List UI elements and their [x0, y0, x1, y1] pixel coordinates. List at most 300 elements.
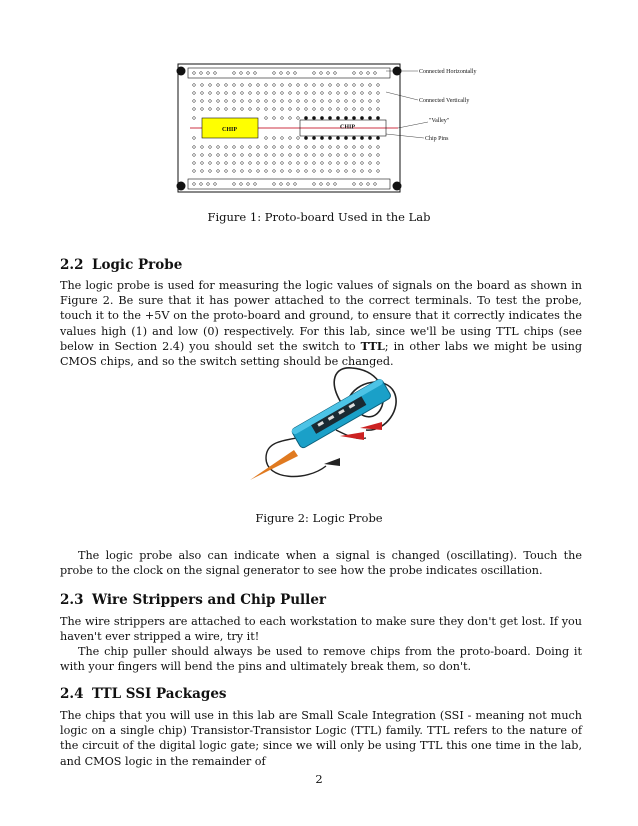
board-hole — [289, 108, 292, 111]
board-hole — [360, 183, 363, 186]
section-title: Wire Strippers and Chip Puller — [92, 592, 327, 608]
board-hole — [193, 170, 196, 173]
annotation-chip-pins: Chip Pins — [425, 136, 449, 142]
chip-pin-hole — [344, 116, 347, 119]
text-run: The logic probe is used for measuring the logic values of signals on the board as shown in Figure 2. Be sure that it has power attached to the correct terminals. To test the probe, touch it to the +5V on the proto-board and ground, to ensure that it correctly indicates the values high (1) and low (0) respectively. For this lab, since we'll be using TTL chips (see below in Section 2.4) you should set the switch to — [60, 279, 582, 353]
board-hole — [249, 100, 252, 103]
board-hole — [337, 170, 340, 173]
chip-pin-hole — [328, 116, 331, 119]
chip-pin-hole — [320, 116, 323, 119]
section-2-2-heading — [60, 257, 182, 273]
board-hole — [265, 117, 268, 120]
board-hole — [193, 84, 196, 87]
board-hole — [281, 100, 284, 103]
annotation-connected-horizontally: Connected Horizontally — [419, 69, 477, 75]
board-hole — [297, 170, 300, 173]
chip-pin-hole — [336, 116, 339, 119]
board-hole — [233, 108, 236, 111]
board-hole — [367, 183, 370, 186]
board-hole — [217, 84, 220, 87]
board-hole — [337, 100, 340, 103]
board-hole — [257, 146, 260, 149]
board-hole — [207, 72, 210, 75]
board-hole — [377, 92, 380, 95]
board-hole — [345, 162, 348, 165]
board-hole — [287, 72, 290, 75]
board-hole — [281, 117, 284, 120]
board-hole — [297, 84, 300, 87]
board-hole — [281, 137, 284, 140]
board-hole — [345, 100, 348, 103]
board-hole — [337, 154, 340, 157]
board-hole — [265, 154, 268, 157]
figure2-caption: Figure 2: Logic Probe — [255, 511, 383, 525]
board-hole — [313, 154, 316, 157]
board-hole — [345, 146, 348, 149]
board-hole — [321, 162, 324, 165]
chip-pin-hole — [304, 116, 307, 119]
board-hole — [233, 170, 236, 173]
section-title: Logic Probe — [92, 257, 183, 273]
chip-pin-hole — [304, 136, 307, 139]
board-hole — [305, 162, 308, 165]
board-hole — [217, 170, 220, 173]
board-hole — [297, 162, 300, 165]
board-hole — [334, 72, 337, 75]
board-hole — [280, 72, 283, 75]
board-hole — [265, 137, 268, 140]
section-2-4-heading — [60, 686, 227, 702]
protoboard-diagram — [172, 62, 492, 196]
board-hole — [273, 100, 276, 103]
black-clip — [324, 458, 340, 466]
board-hole — [281, 92, 284, 95]
board-hole — [233, 100, 236, 103]
board-hole — [225, 146, 228, 149]
board-hole — [337, 84, 340, 87]
board-hole — [377, 162, 380, 165]
board-hole — [265, 170, 268, 173]
board-hole — [353, 146, 356, 149]
board-hole — [241, 108, 244, 111]
board-hole — [377, 146, 380, 149]
board-hole — [249, 170, 252, 173]
board-hole — [225, 108, 228, 111]
board-hole — [361, 162, 364, 165]
board-hole — [361, 108, 364, 111]
board-hole — [225, 170, 228, 173]
board-hole — [313, 100, 316, 103]
board-hole — [294, 72, 297, 75]
mounting-hole — [177, 182, 186, 191]
board-hole — [369, 92, 372, 95]
board-hole — [273, 183, 276, 186]
board-hole — [321, 154, 324, 157]
board-hole — [329, 108, 332, 111]
board-hole — [377, 84, 380, 87]
board-hole — [321, 146, 324, 149]
board-hole — [281, 108, 284, 111]
board-hole — [273, 170, 276, 173]
board-hole — [281, 146, 284, 149]
board-hole — [320, 183, 323, 186]
board-hole — [273, 84, 276, 87]
board-hole — [289, 162, 292, 165]
board-hole — [233, 162, 236, 165]
board-hole — [297, 137, 300, 140]
logic-probe-illustration — [236, 362, 406, 494]
chip-pin-hole — [352, 116, 355, 119]
board-hole — [369, 170, 372, 173]
board-hole — [337, 108, 340, 111]
board-hole — [257, 154, 260, 157]
section-2-3-paragraph-1: The wire strippers are attached to each workstation to make sure they don't get lost. If you haven't ever stripped a wire, try it! — [60, 615, 582, 644]
mounting-hole — [177, 67, 186, 76]
board-hole — [313, 162, 316, 165]
board-hole — [209, 146, 212, 149]
section-number: 2.4 — [60, 686, 84, 702]
board-hole — [353, 154, 356, 157]
chip-pin-hole — [328, 136, 331, 139]
section-2-3-heading — [60, 592, 326, 608]
board-hole — [281, 170, 284, 173]
board-hole — [273, 117, 276, 120]
board-hole — [201, 100, 204, 103]
chip-pin-hole — [312, 136, 315, 139]
board-hole — [345, 108, 348, 111]
section-number: 2.2 — [60, 257, 84, 273]
chip-pin-hole — [352, 136, 355, 139]
board-hole — [193, 137, 196, 140]
board-hole — [233, 72, 236, 75]
board-hole — [281, 162, 284, 165]
board-hole — [361, 170, 364, 173]
board-hole — [353, 170, 356, 173]
board-hole — [337, 92, 340, 95]
board-hole — [193, 162, 196, 165]
board-hole — [209, 100, 212, 103]
board-hole — [214, 183, 217, 186]
board-hole — [249, 108, 252, 111]
board-hole — [265, 108, 268, 111]
board-hole — [273, 92, 276, 95]
board-hole — [233, 92, 236, 95]
board-hole — [289, 117, 292, 120]
board-hole — [257, 162, 260, 165]
board-hole — [265, 162, 268, 165]
board-hole — [233, 146, 236, 149]
board-hole — [240, 72, 243, 75]
board-hole — [241, 92, 244, 95]
board-hole — [361, 146, 364, 149]
board-hole — [377, 154, 380, 157]
board-hole — [321, 100, 324, 103]
board-hole — [321, 170, 324, 173]
board-hole — [297, 100, 300, 103]
section-2-3-paragraph-2: The chip puller should always be used to remove chips from the proto-board. Doing it with your fingers will bend the pins and ultimately break them, so don't. — [60, 645, 582, 674]
board-hole — [353, 72, 356, 75]
board-hole — [247, 183, 250, 186]
board-hole — [233, 84, 236, 87]
board-hole — [297, 108, 300, 111]
board-hole — [329, 170, 332, 173]
page-number: 2 — [315, 772, 323, 786]
figure1-caption: Figure 1: Proto-board Used in the Lab — [207, 210, 431, 224]
board-hole — [241, 100, 244, 103]
board-hole — [209, 92, 212, 95]
board-hole — [273, 137, 276, 140]
board-hole — [297, 92, 300, 95]
board-hole — [374, 72, 377, 75]
board-hole — [273, 162, 276, 165]
protoboard-figure — [172, 62, 492, 196]
board-hole — [361, 92, 364, 95]
board-hole — [200, 183, 203, 186]
board-hole — [200, 72, 203, 75]
chip-pin-hole — [320, 136, 323, 139]
board-hole — [377, 108, 380, 111]
board-hole — [201, 170, 204, 173]
board-hole — [374, 183, 377, 186]
board-hole — [193, 117, 196, 120]
board-hole — [360, 72, 363, 75]
board-hole — [257, 100, 260, 103]
board-hole — [305, 100, 308, 103]
board-hole — [321, 84, 324, 87]
board-hole — [249, 154, 252, 157]
section-2-4-paragraph-1: The chips that you will use in this lab are Small Scale Integration (SSI - meaning not much logic on a single chip) Transistor-Transistor Logic (TTL) family. TTL refers to the nature of the circuit of the digital logic gate; since we will only be using TTL this one time in the lab, and CMOS logic in the remainder of — [60, 709, 582, 768]
board-hole — [361, 154, 364, 157]
board-hole — [217, 162, 220, 165]
board-hole — [217, 108, 220, 111]
chip-pin-hole — [312, 116, 315, 119]
board-hole — [254, 72, 257, 75]
board-hole — [249, 162, 252, 165]
board-hole — [313, 72, 316, 75]
board-hole — [313, 108, 316, 111]
board-hole — [265, 146, 268, 149]
board-hole — [193, 146, 196, 149]
board-hole — [305, 170, 308, 173]
board-hole — [289, 146, 292, 149]
board-hole — [240, 183, 243, 186]
board-hole — [345, 154, 348, 157]
board-hole — [201, 162, 204, 165]
chip-pin-hole — [344, 136, 347, 139]
bold-term: TTL — [360, 338, 385, 353]
chip-pin-hole — [376, 116, 379, 119]
board-hole — [353, 100, 356, 103]
board-hole — [337, 146, 340, 149]
text-run: ; in other labs we might be using CMOS chips, and so the switch setting should be changed. — [60, 339, 582, 369]
board-hole — [273, 154, 276, 157]
board-hole — [321, 92, 324, 95]
board-hole — [369, 100, 372, 103]
board-hole — [327, 183, 330, 186]
board-hole — [241, 170, 244, 173]
chip-left-label: CHIP — [222, 127, 237, 133]
board-hole — [353, 84, 356, 87]
board-hole — [289, 137, 292, 140]
board-hole — [193, 100, 196, 103]
board-hole — [305, 146, 308, 149]
board-hole — [377, 100, 380, 103]
board-hole — [209, 108, 212, 111]
board-hole — [313, 146, 316, 149]
board-hole — [345, 170, 348, 173]
mounting-hole — [393, 182, 402, 191]
board-hole — [265, 84, 268, 87]
chip-pin-hole — [360, 136, 363, 139]
board-hole — [297, 154, 300, 157]
board-hole — [214, 72, 217, 75]
board-hole — [353, 183, 356, 186]
section-title: TTL SSI Packages — [92, 686, 227, 702]
board-hole — [265, 92, 268, 95]
board-hole — [249, 92, 252, 95]
board-hole — [287, 183, 290, 186]
chip-right-label: CHIP — [340, 124, 355, 131]
board-hole — [193, 72, 196, 75]
board-hole — [334, 183, 337, 186]
logic-probe-figure — [236, 362, 406, 494]
board-hole — [329, 92, 332, 95]
chip-pin-hole — [376, 136, 379, 139]
section-2-2-paragraph-2: The logic probe also can indicate when a signal is changed (oscillating). Touch the probe to the clock on the signal generator to see how the probe indicates oscillation. — [60, 549, 582, 578]
board-hole — [289, 170, 292, 173]
board-hole — [225, 84, 228, 87]
chip-pin-hole — [368, 136, 371, 139]
board-hole — [353, 108, 356, 111]
board-hole — [377, 170, 380, 173]
board-hole — [225, 162, 228, 165]
board-hole — [273, 108, 276, 111]
board-hole — [225, 92, 228, 95]
board-hole — [241, 146, 244, 149]
board-hole — [233, 154, 236, 157]
board-hole — [313, 170, 316, 173]
board-hole — [207, 183, 210, 186]
board-hole — [337, 162, 340, 165]
board-hole — [329, 84, 332, 87]
board-hole — [281, 84, 284, 87]
board-hole — [313, 84, 316, 87]
board-hole — [254, 183, 257, 186]
annotation-connected-vertically: Connected Vertically — [419, 98, 470, 104]
board-hole — [273, 72, 276, 75]
board-hole — [329, 100, 332, 103]
board-hole — [209, 154, 212, 157]
board-hole — [225, 100, 228, 103]
section-number: 2.3 — [60, 592, 84, 608]
section-2-2-paragraph-1 — [60, 278, 582, 369]
board-hole — [369, 108, 372, 111]
board-hole — [257, 92, 260, 95]
chip-pin-hole — [336, 136, 339, 139]
board-hole — [345, 92, 348, 95]
board-hole — [367, 72, 370, 75]
board-hole — [305, 108, 308, 111]
board-hole — [313, 183, 316, 186]
board-hole — [297, 146, 300, 149]
board-hole — [369, 84, 372, 87]
annotation-leader — [398, 122, 428, 128]
board-hole — [209, 84, 212, 87]
board-hole — [201, 146, 204, 149]
board-hole — [297, 117, 300, 120]
board-hole — [369, 146, 372, 149]
board-hole — [241, 154, 244, 157]
board-hole — [289, 154, 292, 157]
board-hole — [249, 146, 252, 149]
board-hole — [329, 162, 332, 165]
chip-pin-hole — [368, 116, 371, 119]
chip-pin-hole — [360, 116, 363, 119]
annotation-valley: "Valley" — [429, 118, 450, 124]
board-hole — [281, 154, 284, 157]
board-hole — [294, 183, 297, 186]
probe-tip — [250, 450, 298, 480]
board-hole — [313, 92, 316, 95]
board-hole — [361, 84, 364, 87]
board-hole — [241, 84, 244, 87]
board-hole — [289, 84, 292, 87]
red-clip — [360, 422, 382, 430]
board-hole — [249, 84, 252, 87]
board-hole — [217, 146, 220, 149]
board-hole — [353, 162, 356, 165]
board-hole — [217, 154, 220, 157]
board-hole — [353, 92, 356, 95]
board-hole — [361, 100, 364, 103]
board-hole — [289, 92, 292, 95]
board-hole — [201, 84, 204, 87]
board-hole — [289, 100, 292, 103]
board-hole — [329, 154, 332, 157]
board-hole — [233, 183, 236, 186]
board-hole — [193, 92, 196, 95]
board-hole — [193, 154, 196, 157]
board-hole — [201, 108, 204, 111]
board-hole — [257, 108, 260, 111]
board-hole — [329, 146, 332, 149]
board-hole — [209, 162, 212, 165]
board-hole — [369, 162, 372, 165]
board-hole — [345, 84, 348, 87]
board-hole — [225, 154, 228, 157]
board-hole — [217, 100, 220, 103]
board-hole — [247, 72, 250, 75]
board-hole — [265, 100, 268, 103]
board-hole — [193, 183, 196, 186]
board-hole — [209, 170, 212, 173]
board-hole — [369, 154, 372, 157]
board-hole — [201, 92, 204, 95]
board-hole — [305, 154, 308, 157]
board-hole — [327, 72, 330, 75]
board-hole — [217, 92, 220, 95]
board-hole — [305, 92, 308, 95]
board-hole — [257, 170, 260, 173]
board-hole — [305, 84, 308, 87]
board-hole — [201, 154, 204, 157]
board-hole — [257, 84, 260, 87]
board-hole — [193, 108, 196, 111]
board-hole — [321, 108, 324, 111]
board-hole — [241, 162, 244, 165]
board-hole — [273, 146, 276, 149]
board-hole — [320, 72, 323, 75]
